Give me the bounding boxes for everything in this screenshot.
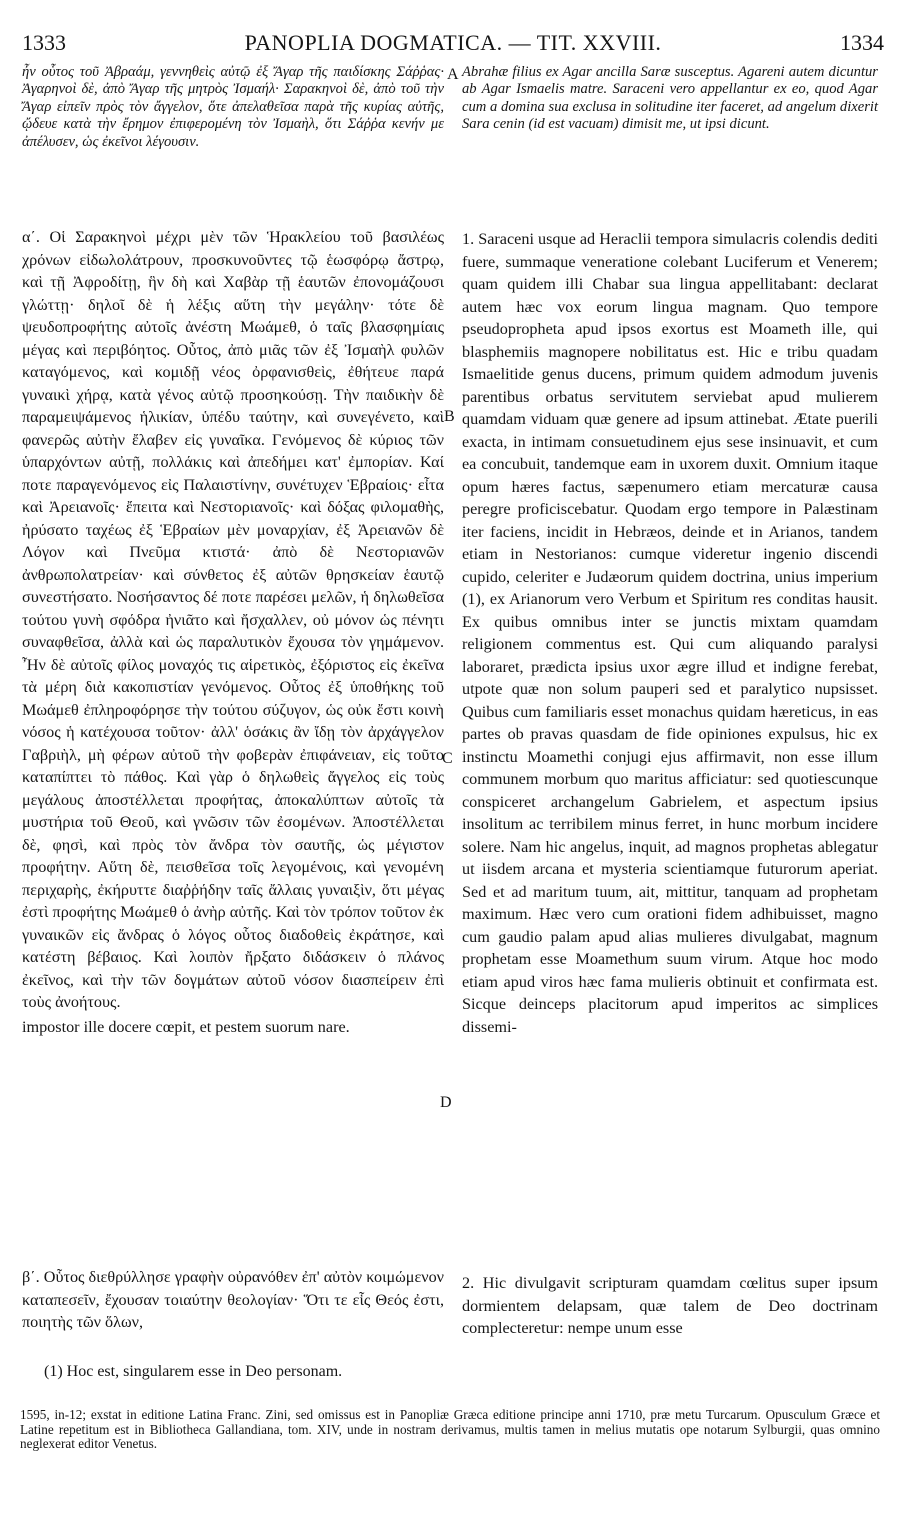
margin-marker-b: B	[444, 408, 455, 425]
bottom-note: 1595, in-12; exstat in editione Latina Franc. Zini, sed omissus est in Panopliæ Græca editione principe anni 1710, præ metu Turcarum. Opusculum Græce et Latine repetitum est in Bibliotheca Gallandiana, tom. XIV, unde in nostram derivamus, multis tamen in melius mutatis ope notarum Sylburgii, quas omnino neglexerat editor Venetus.	[20, 1407, 880, 1452]
page-number-right: 1334	[840, 30, 884, 55]
latin-intro-column	[462, 64, 878, 134]
latin-section-1	[462, 228, 878, 1038]
page-number-left: 1333	[22, 30, 66, 55]
running-header	[22, 30, 884, 62]
running-title: PANOPLIA DOGMATICA. — TIT. XXVIII.	[244, 30, 662, 55]
latin-section-2	[462, 1272, 878, 1340]
greek-section-2-text: β΄. Οὗτος διεθρύλλησε γραφὴν οὐρανόθεν ἐπ' αὐτὸν κοιμώμενον καταπεσεῖν, ἔχουσαν τοιαύτην θεολογίαν· Ὅτι τε εἷς Θεός ἐστι, ποιητὴς τῶν ὅλων,	[22, 1268, 444, 1331]
greek-intro-column	[22, 64, 444, 151]
greek-section-1-continuation: impostor ille docere cœpit, et pestem suorum nare.	[22, 1017, 350, 1036]
footnote: (1) Hoc est, singularem esse in Deo personam.	[44, 1363, 343, 1380]
margin-marker-d: D	[440, 1094, 452, 1111]
latin-intro-text: Abrahæ filius ex Agar ancilla Saræ susceptus. Agareni autem dicuntur ab Agar Ismaelis matre. Saraceni vero appellantur ex eo, quod Agar cum a domina sua exclusa in solitudine iter faceret, ad angelum dixerit Sara cenin (id est vacuam) dimisit me, ut ipsi dicunt.	[462, 64, 878, 133]
greek-section-1-text: α΄. Οἱ Σαρακηνοὶ μέχρι μὲν τῶν Ἡρακλείου τοῦ βασιλέως χρόνων εἰδωλολάτρουν, προσκυνοῦντες τῷ ἑωσφόρῳ ἄστρῳ, καὶ τῇ Ἀφροδίτῃ, ἣν δὴ καὶ Χαβὰρ τῇ ἑαυτῶν ἐπονομάζουσι γλώττῃ· δηλοῖ δὲ ἡ λέξις αὕτη τὴν μεγάλην· τότε δὲ ψευδοπροφήτης αὐτοῖς ἀνέστη Μωάμεθ, ὁ ταῖς βλασφημίαις μέγας καὶ περιβόητος. Οὗτος, ἀπὸ μιᾶς τῶν ἐξ Ἰσμαὴλ φυλῶν καταγόμενος, καὶ κομιδῇ νέος ὀρφανισθεὶς, ἐθήτευε παρά γυναικὶ χήρᾳ, κατὰ γένος αὐτῷ προσηκούσῃ. Τὴν παιδικὴν δὲ παραμειψάμενος ἡλικίαν, ὑπέδυ ταύτην, καὶ συνεγένετο, καὶ φανερῶς αὐτὴν ἔλαβεν εἰς γυναῖκα. Γενόμενος δὲ κύριος τῶν ὑπαρχόντων αὐτῇ, πολλάκις καὶ ἀπεδήμει κατ' ἐμπορίαν. Καί ποτε παραγενόμενος εἰς Παλαιστίνην, συνέτυχεν Ἑβραίοις· εἶτα καὶ Ἀρειανοῖς· ἔπειτα καὶ Νεστοριανοῖς· καὶ δόξας φιλομαθὴς, ἠρύσατο ταχέως ἐξ Ἑβραίων μὲν μοναρχίαν, ἐξ Ἀρειανῶν δὲ Λόγον καὶ Πνεῦμα κτιστά· ἀπὸ δὲ Νεστοριανῶν ἀνθρωπολατρείαν· καὶ σύνθετος ἐξ αὐτῶν θρησκείαν ἑαυτῷ συνεστήσατο. Νοσήσαντος δέ ποτε παρέσει μελῶν, ἡ δηλωθεῖσα τούτου γυνὴ σφόδρα ἠνιᾶτο καὶ ἤσχαλλεν, οὐ μόνον ὡς πένητι συναφθεῖσα, ἀλλὰ καὶ ὡς παραλυτικὸν ἔχουσα τὸν γημάμενον. Ἦν δὲ αὐτοῖς φίλος μοναχός τις αἱρετικὸς, ἐξόριστος εἰς ἐκεῖνα τὰ μέρη διὰ κακοπιστίαν γενόμενος. Οὗτος ἐξ ὑποθήκης τοῦ Μωάμεθ ἐπληροφόρησε τὴν τούτου σύζυγον, ὡς οὐκ ἔστι κοινὴ νόσος ἡ κατέχουσα τοῦτον· ἀλλ' ὁσάκις ἂν ἴδῃ τὸν ἀρχάγγελον Γαβριὴλ, μὴ φέρων αὐτοῦ τὴν φοβερὰν ἐπιφάνειαν, εἰς τοῦτο καταπίπτει τὸ πάθος. Καὶ γὰρ ὁ δηλωθεὶς ἄγγελος εἰς τοὺς μεγάλους ἀποστέλλεται προφήτας, ἀποκαλύπτων αὐτοῖς τὰ μυστήρια τοῦ Θεοῦ, καὶ γνῶσιν τῶν ἐσομένων. Ἀποστέλλεται δὲ, φησὶ, καὶ πρὸς τὸν ἄνδρα τὸν σαυτῆς, ὡς μέγιστον προφήτην. Αὕτη δὲ, πεισθεῖσα τοῖς λεγομένοις, καὶ γενομένη περιχαρὴς, ἐκήρυττε διαῤῥήδην ταῖς ἄλλαις γυναιξὶν, ὅτι μέγας ἐστὶ προφήτης Μωάμεθ ὁ ἀνὴρ αὐτῆς. Καὶ τὸν τρόπον τοῦτον ἐκ γυναικῶν εἰς ἄνδρας ὁ λόγος οὗτος διαδοθεὶς ἐκράτησε, καὶ κατέστη βέβαιος. Καὶ λοιπὸν ἤρξατο διδάσκειν ὁ πλάνος ἐκεῖνος, καὶ τὴν τῶν δογμάτων αὐτοῦ νόσον διασπείρειν ἐπὶ τοὺς ἀνοήτους.	[22, 228, 444, 1011]
greek-intro-text: ἦν οὗτος τοῦ Ἀβραάμ, γεννηθεὶς αὐτῷ ἐξ Ἄγαρ τῆς παιδίσκης Σάῤῥας· Ἀγαρηνοὶ δὲ, ἀπὸ Ἄγαρ τῆς μητρὸς Ἰσμαήλ· Σαρακηνοὶ δὲ, ἀπὸ τοῦ τὴν Ἄγαρ εἰπεῖν πρὸς τὸν ἄγγελον, ὅτε ἀπελαθεῖσα παρὰ τῆς κυρίας αὐτῆς, ᾤδευε κατὰ τὴν ἔρημον ἐπιφερομένη τὸν Ἰσμαὴλ, ὅτι Σάῤῥα κενήν με ἀπέλυσεν, ὡς ἐκεῖνοι λέγουσιν.	[22, 64, 444, 150]
greek-section-1	[22, 226, 444, 1038]
margin-marker-c: C	[442, 750, 453, 767]
margin-marker-a: A	[447, 66, 459, 83]
latin-section-1-text: 1. Saraceni usque ad Heraclii tempora simulacris colendis dediti fuere, summaque veneratione colebant Luciferum et Venerem; quam quidem illi Chabar sua lingua appellitabant: declarat autem hæc vox eorum lingua magnam. Quo tempore pseudopropheta apud ipsos exortus est Moameth ille, qui blasphemiis magnopere nobilitatus est. Hic e tribu quadam Ismaelitide genus ducens, primum quidem admodum juvenis parentibus orbatus servitutem serviebat apud mulierem quamdam viduam quæ genere ad ipsum attinebat. Ætate puerili exacta, in intimam consuetudinem ejus sese insinuavit, et cum ea concubuit, tandemque eam in uxorem duxit. Omnium itaque opum hæres factus, sæpenumero etiam mercaturæ causa peregre proficiscebatur. Quodam ergo tempore in Palæstinam iter faciens, incidit in Hebræos, deinde et in Arianos, tandem etiam in Nestorianos: cumque videretur ingenio discendi cupido, celeriter e Judæorum quidem doctrina, unius imperium (1), ex Arianorum vero Verbum et Spiritum res conditas hausit. Ex quibus omnibus inter se junctis mixtam quamdam religionem commentus est. Qui cum aliquando paralysi laboraret, prædicta ipsius uxor ægre illud et indigne ferebat, utpote quæ non solum pauperi sed et paralytico nupsisset. Quibus cum familiaris esset monachus quidam hæreticus, in eas partes ob pravas quasdam de fide opiniones expulsus, hic ex instinctu Moamethi conjugi ejus affirmavit, non esse illum communem morbum quo maritus afficiatur: sed quotiescunque conspiceret archangelum Gabrielem, et aspectum ipsius insolitum ac terribilem minus ferret, in hunc morbum incidere solere. Nam hic angelus, inquit, ad magnos prophetas ablegatur ut iisdem arcana et mysteria scientiamque futurorum aperiat. Sed et ad maritum tuum, ait, mittitur, tanquam ad prophetam maximum. Hæc vero cum orationi fidem adhibuisset, magno cum gaudio palam apud alias mulieres divulgabat, magnum prophetam esse Moamethum suum virum. Atque hoc modo etiam apud viros hæc fama mulieris obtinuit et confirmata est. Sicque deinceps placitorum apud imperitos ac simplices dissemi-	[462, 230, 878, 1036]
greek-section-2	[22, 1266, 444, 1334]
latin-section-2-text: 2. Hic divulgavit scripturam quamdam cœlitus super ipsum dormientem delapsam, quæ talem de Deo doctrinam complecteretur: nempe unum esse	[462, 1274, 878, 1337]
